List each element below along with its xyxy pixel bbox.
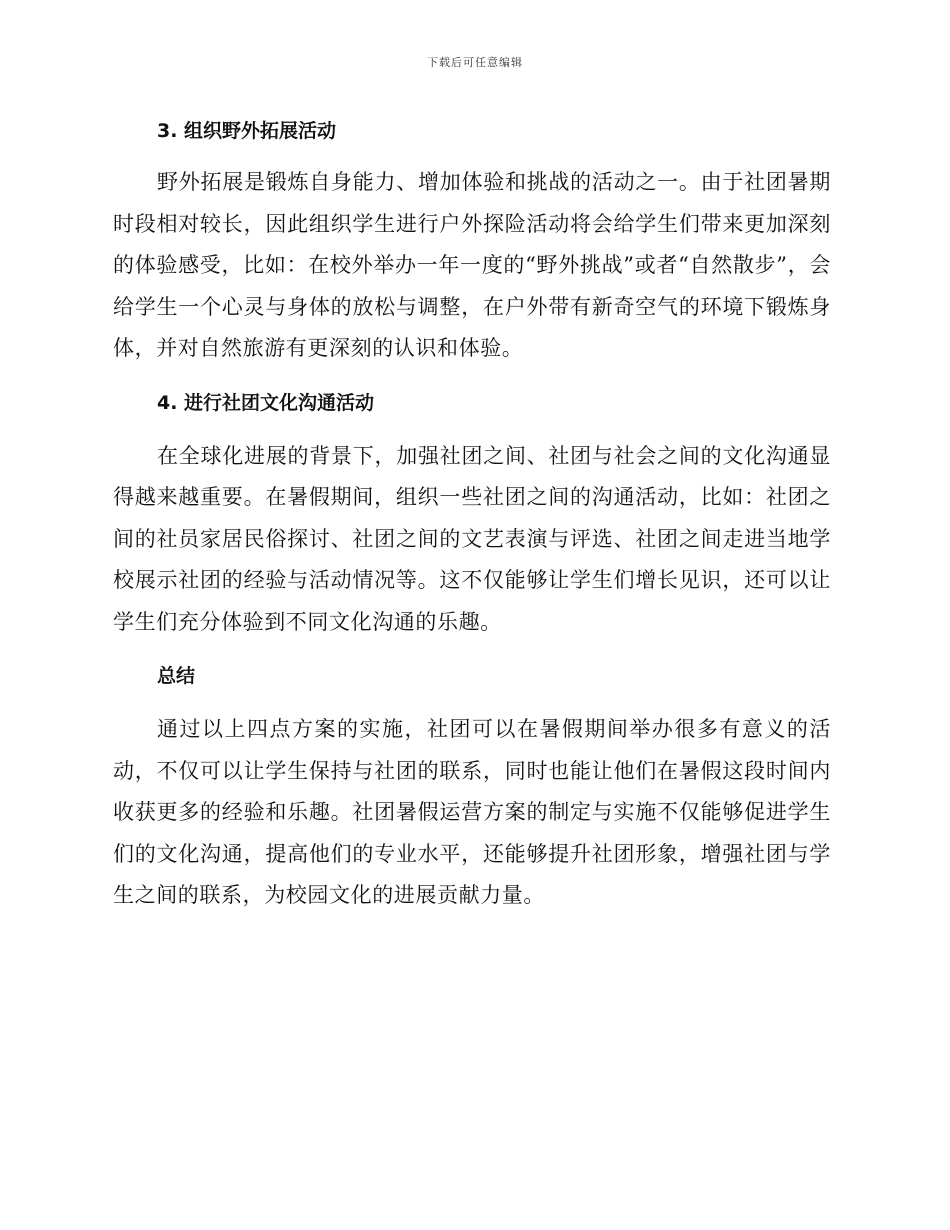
document-body [113,108,831,917]
section-heading-outdoor-activities: 3. 组织野外拓展活动 [157,120,337,142]
page-header: 下载后可任意编辑 [427,56,523,69]
section-paragraph-summary: 通过以上四点方案的实施，社团可以在暑假期间举办很多有意义的活动，不仅可以让学生保持与社团的联系，同时也能让他们在暑假这段时间内收获更多的经验和乐趣。社团暑假运营方案的制定与实施不仅能够促进学生们的文化沟通，提高他们的专业水平，还能够提升社团形象，增强社团与学生之间的联系，为校园文化的进展贡献力量。 [113,717,831,907]
section-heading-summary: 总结 [157,665,196,687]
section-heading-cultural-exchange: 4. 进行社团文化沟通活动 [157,391,375,414]
section-paragraph-outdoor-activities: 野外拓展是锻炼自身能力、增加体验和挑战的活动之一。由于社团暑期时段相对较长，因此组织学生进行户外探险活动将会给学生们带来更加深刻的体验感受，比如：在校外举办一年一度的“野外挑战”或者“自然散步”，会给学生一个心灵与身体的放松与调整，在户外带有新奇空气的环境下锻炼身体，并对自然旅游有更深刻的认识和体验。 [113,170,831,360]
section-paragraph-cultural-exchange: 在全球化进展的背景下，加强社团之间、社团与社会之间的文化沟通显得越来越重要。在暑假期间，组织一些社团之间的沟通活动，比如：社团之间的社员家居民俗探讨、社团之间的文艺表演与评选、社团之间走进当地学校展示社团的经验与活动情况等。这不仅能够让学生们增长见识，还可以让学生们充分体验到不同文化沟通的乐趣。 [113,443,831,634]
